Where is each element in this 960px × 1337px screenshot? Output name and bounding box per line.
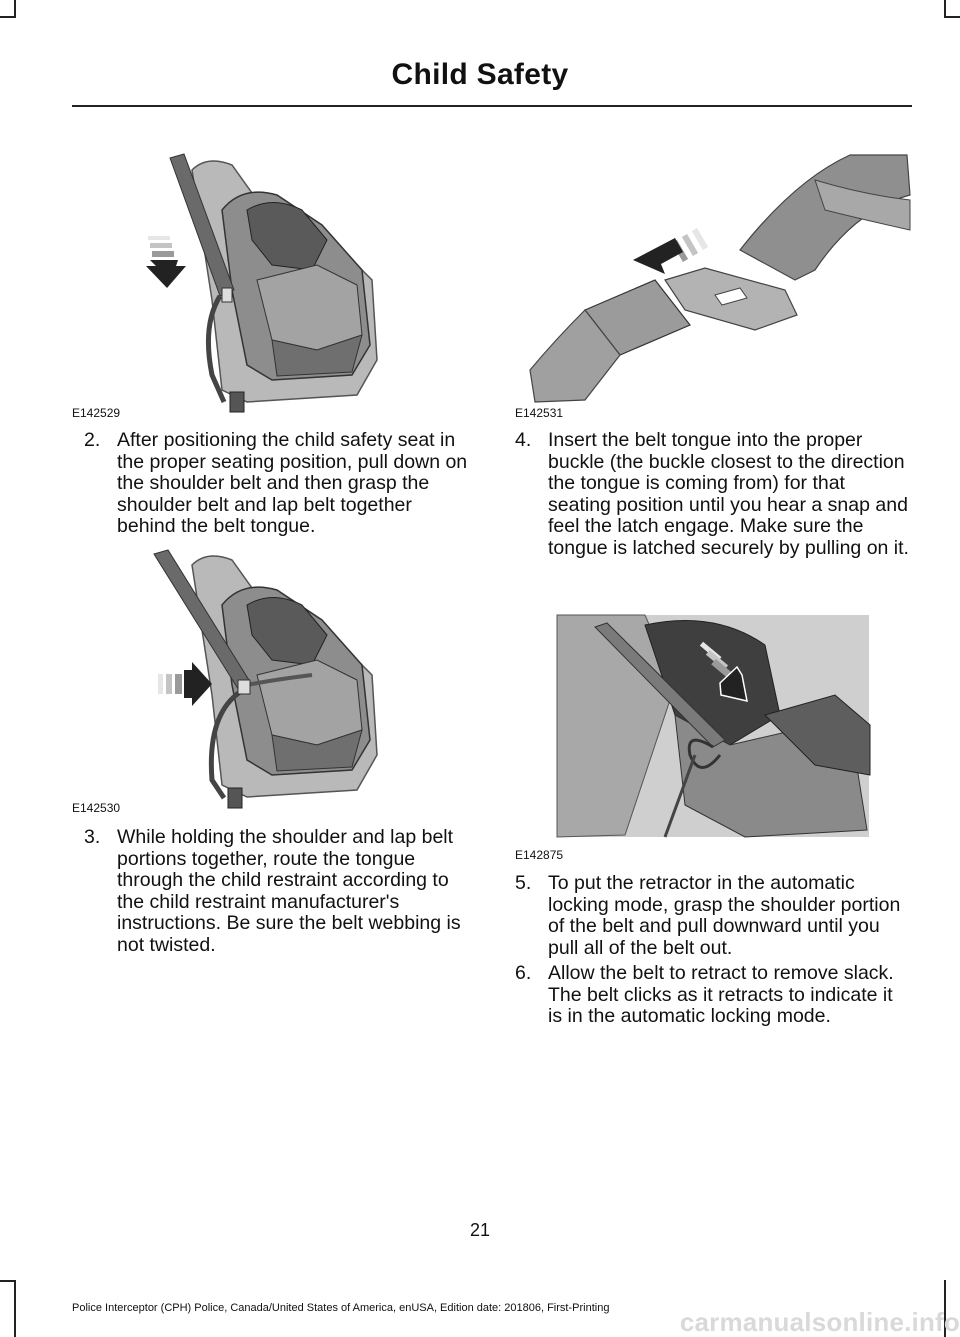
figure-pull-belt-downward <box>515 605 875 860</box>
child-seat-closeup-illustration <box>515 605 875 860</box>
step-text: Insert the belt tongue into the proper buckle (the buckle closest to the direction the tongue is coming from) for that seating position until you hear a snap and feel the latch engage. Make sure the tongue is latched securely by pulling on it. <box>548 429 909 559</box>
step-number: 4. <box>515 429 532 451</box>
figure-belt-buckle <box>515 140 915 420</box>
edition-footer: Police Interceptor (CPH) Police, Canada/United States of America, enUSA, Edition date: 201806, First-Printing <box>72 1302 610 1314</box>
left-arrow-icon <box>633 228 708 274</box>
child-seat-illustration <box>72 540 392 815</box>
crop-mark-top-right-h <box>944 16 960 18</box>
step-text: Allow the belt to retract to remove slack. The belt clicks as it retracts to indicate it is in the automatic locking mode. <box>548 962 894 1028</box>
step-6 <box>515 963 910 1028</box>
figure-code: E142530 <box>72 801 121 815</box>
child-seat-illustration <box>72 140 392 420</box>
crop-mark-bottom-left-v <box>14 1280 16 1337</box>
step-number: 2. <box>84 429 101 451</box>
figure-code: E142875 <box>515 848 564 862</box>
step-3 <box>84 827 474 957</box>
figure-code: E142531 <box>515 406 564 420</box>
crop-mark-bottom-left-h <box>0 1280 16 1282</box>
right-arrow-icon <box>158 662 212 706</box>
watermark-logo: carmanualsonline.info <box>679 1307 960 1337</box>
step-number: 5. <box>515 872 532 894</box>
step-4 <box>515 430 910 560</box>
step-text: To put the retractor in the automatic locking mode, grasp the shoulder portion of the belt and pull downward until you pull all of the belt out. <box>548 872 901 959</box>
step-number: 6. <box>515 962 532 984</box>
step-number: 3. <box>84 826 101 848</box>
figure-child-seat-route-belt <box>72 540 392 815</box>
figure-child-seat-pull-down <box>72 140 392 420</box>
figure-code: E142529 <box>72 406 121 420</box>
step-5 <box>515 873 910 959</box>
step-text: After positioning the child safety seat in the proper seating position, pull down on the shoulder belt and then grasp the shoulder belt and lap belt together behind the belt tongue. <box>117 429 468 538</box>
step-text: While holding the shoulder and lap belt portions together, route the tongue through the child restraint according to the child restraint manufacturer's instructions. Be sure the belt webbing is not twisted. <box>117 826 461 956</box>
crop-mark-top-left-h <box>0 16 16 18</box>
step-2 <box>84 430 474 538</box>
title-divider <box>72 105 912 107</box>
belt-buckle-illustration <box>515 140 915 420</box>
page-number: 21 <box>469 1220 491 1240</box>
page-title: Child Safety <box>391 58 569 91</box>
down-arrow-icon <box>146 236 186 288</box>
